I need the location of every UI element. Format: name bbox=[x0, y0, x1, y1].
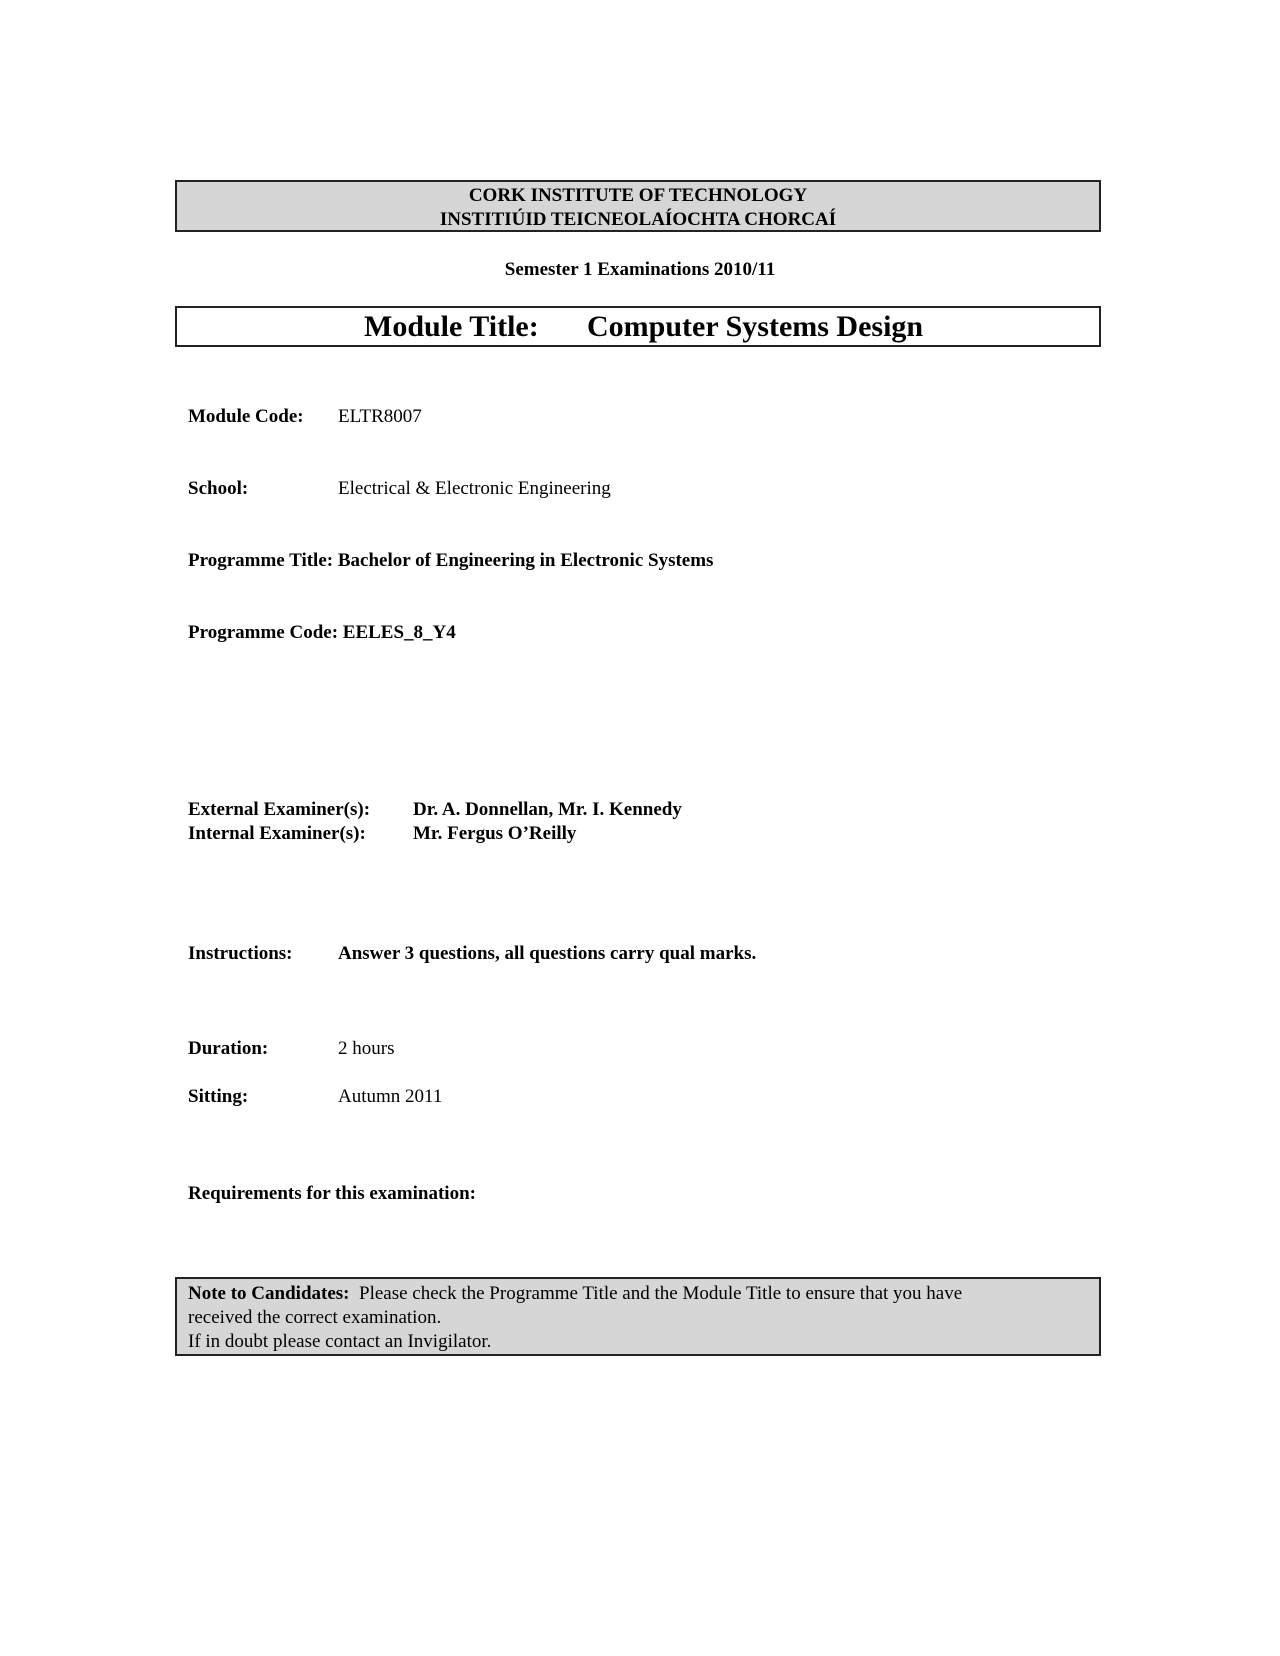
school-value: Electrical & Electronic Engineering bbox=[338, 478, 611, 499]
module-title-value: Computer Systems Design bbox=[587, 310, 924, 343]
institute-name-english: CORK INSTITUTE OF TECHNOLOGY bbox=[468, 185, 808, 206]
module-title-label: Module Title: bbox=[364, 310, 539, 343]
sitting-label: Sitting: bbox=[188, 1086, 249, 1107]
sitting-value: Autumn 2011 bbox=[338, 1086, 443, 1107]
instructions-value: Answer 3 questions, all questions carry qual marks. bbox=[338, 943, 757, 964]
note-line-1 bbox=[188, 1282, 1088, 1306]
programme-code-row bbox=[188, 621, 456, 645]
external-examiners-label: External Examiner(s): bbox=[188, 799, 371, 820]
duration-label: Duration: bbox=[188, 1038, 269, 1059]
internal-examiners-label: Internal Examiner(s): bbox=[188, 823, 366, 844]
programme-title-label: Programme Title: bbox=[188, 550, 334, 571]
module-code-value: ELTR8007 bbox=[338, 406, 422, 427]
school-label: School: bbox=[188, 478, 249, 499]
requirements-label: Requirements for this examination: bbox=[188, 1183, 476, 1204]
note-line-2: received the correct examination. bbox=[188, 1307, 442, 1328]
programme-code-value: EELES_8_Y4 bbox=[342, 622, 456, 643]
note-line-3: If in doubt please contact an Invigilator. bbox=[188, 1331, 492, 1352]
programme-title-row bbox=[188, 549, 713, 573]
module-code-label: Module Code: bbox=[188, 406, 304, 427]
instructions-label: Instructions: bbox=[188, 943, 293, 964]
note-label: Note to Candidates: bbox=[188, 1283, 350, 1304]
duration-value: 2 hours bbox=[338, 1038, 395, 1059]
semester-heading: Semester 1 Examinations 2010/11 bbox=[504, 259, 776, 280]
module-title-box bbox=[175, 306, 1101, 347]
programme-title-value: Bachelor of Engineering in Electronic Systems bbox=[337, 550, 714, 571]
note-to-candidates bbox=[175, 1277, 1101, 1356]
note-text-1: Please check the Programme Title and the Module Title to ensure that you have bbox=[359, 1283, 963, 1304]
external-examiners-value: Dr. A. Donnellan, Mr. I. Kennedy bbox=[413, 799, 682, 820]
programme-code-label: Programme Code: bbox=[188, 622, 339, 643]
institute-header bbox=[175, 180, 1101, 232]
institute-name-irish: INSTITIÚID TEICNEOLAÍOCHTA CHORCAÍ bbox=[439, 209, 837, 230]
internal-examiners-value: Mr. Fergus O’Reilly bbox=[413, 823, 577, 844]
